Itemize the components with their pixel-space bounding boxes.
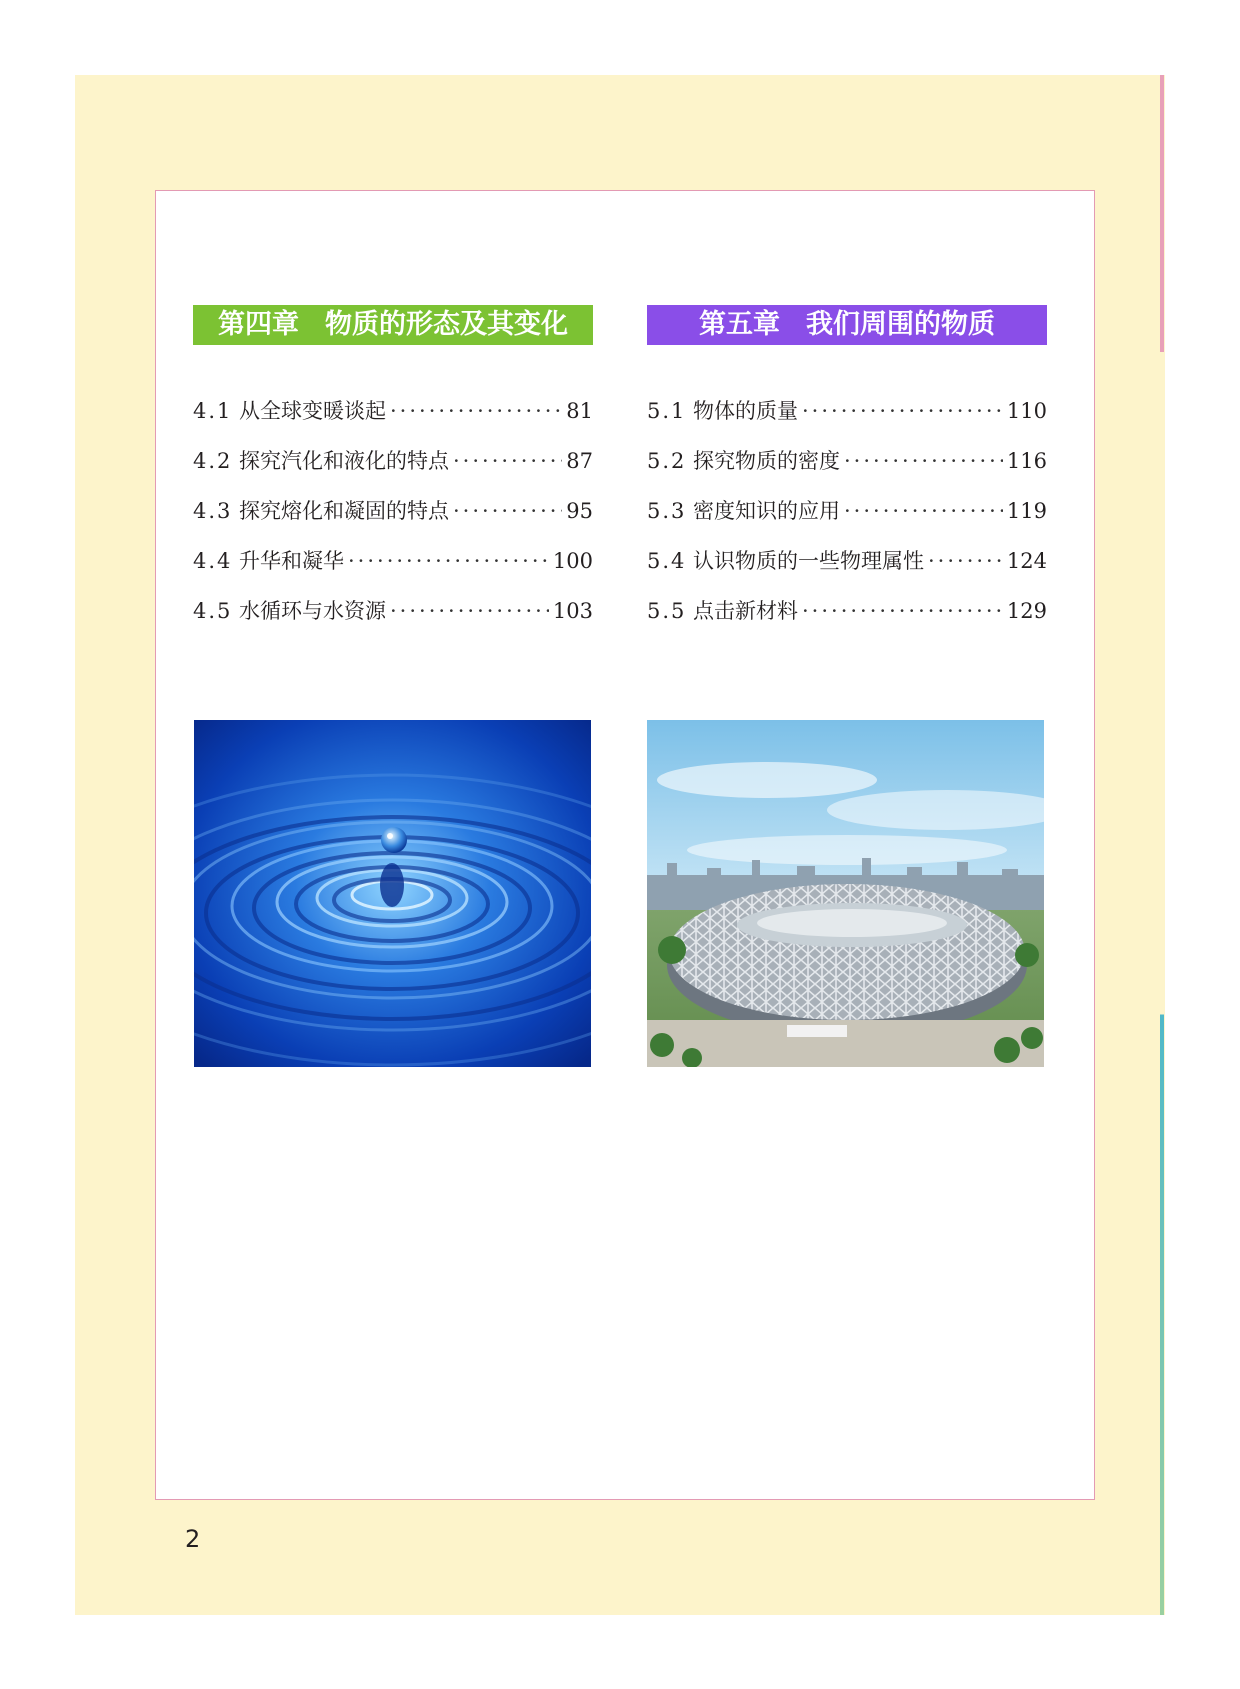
section-page: 119 <box>1006 499 1047 523</box>
section-number: 4.1 <box>193 399 233 423</box>
dot-leader <box>390 599 549 623</box>
section-title: 水循环与水资源 <box>239 599 386 623</box>
section-page: 103 <box>552 599 593 623</box>
dot-leader <box>844 449 1003 473</box>
section-page: 100 <box>552 549 593 573</box>
section-number: 5.1 <box>647 399 687 423</box>
section-page: 129 <box>1006 599 1047 623</box>
section-title: 探究汽化和液化的特点 <box>239 449 449 473</box>
section-number: 4.4 <box>193 549 233 573</box>
chapter-4-column <box>193 305 593 645</box>
section-page: 95 <box>566 499 593 523</box>
section-title: 认识物质的一些物理属性 <box>693 549 924 573</box>
toc-entry-5-2[interactable] <box>647 445 1047 495</box>
dot-leader <box>802 599 1003 623</box>
section-page: 81 <box>566 399 593 423</box>
toc-entry-4-1[interactable] <box>193 395 593 445</box>
section-number: 5.4 <box>647 549 687 573</box>
toc-entry-4-5[interactable] <box>193 595 593 645</box>
chapter-5-toc <box>647 395 1047 645</box>
chapter-5-column <box>647 305 1047 645</box>
chapter-4-title: 物质的形态及其变化 <box>325 309 568 340</box>
dot-leader <box>390 399 562 423</box>
dot-leader <box>802 399 1003 423</box>
chapter-4-header <box>193 305 593 345</box>
dot-leader <box>453 449 562 473</box>
section-title: 点击新材料 <box>693 599 798 623</box>
toc-entry-4-2[interactable] <box>193 445 593 495</box>
dot-leader <box>453 499 562 523</box>
section-title: 物体的质量 <box>693 399 798 423</box>
section-number: 5.5 <box>647 599 687 623</box>
dot-leader <box>928 549 1003 573</box>
section-page: 124 <box>1006 549 1047 573</box>
chapter-5-title: 我们周围的物质 <box>806 309 995 340</box>
dot-leader <box>348 549 549 573</box>
section-title: 探究熔化和凝固的特点 <box>239 499 449 523</box>
toc-entry-5-4[interactable] <box>647 545 1047 595</box>
section-page: 116 <box>1006 449 1047 473</box>
chapter-5-number: 第五章 <box>699 309 780 340</box>
section-page: 110 <box>1006 399 1047 423</box>
chapter-5-header <box>647 305 1047 345</box>
section-page: 87 <box>566 449 593 473</box>
dot-leader <box>844 499 1003 523</box>
toc-entry-4-4[interactable] <box>193 545 593 595</box>
section-title: 从全球变暖谈起 <box>239 399 386 423</box>
section-number: 4.2 <box>193 449 233 473</box>
toc-entry-5-1[interactable] <box>647 395 1047 445</box>
section-number: 5.3 <box>647 499 687 523</box>
page-number: 2 <box>185 1525 201 1553</box>
page-edge-strip <box>1160 75 1164 1615</box>
birds-nest-stadium-photo <box>647 720 1044 1067</box>
chapter-4-number: 第四章 <box>218 309 299 340</box>
chapter-4-toc <box>193 395 593 645</box>
section-title: 探究物质的密度 <box>693 449 840 473</box>
section-number: 4.5 <box>193 599 233 623</box>
toc-entry-5-3[interactable] <box>647 495 1047 545</box>
section-title: 密度知识的应用 <box>693 499 840 523</box>
water-drop-photo <box>194 720 591 1067</box>
section-title: 升华和凝华 <box>239 549 344 573</box>
toc-entry-4-3[interactable] <box>193 495 593 545</box>
section-number: 4.3 <box>193 499 233 523</box>
section-number: 5.2 <box>647 449 687 473</box>
toc-entry-5-5[interactable] <box>647 595 1047 645</box>
